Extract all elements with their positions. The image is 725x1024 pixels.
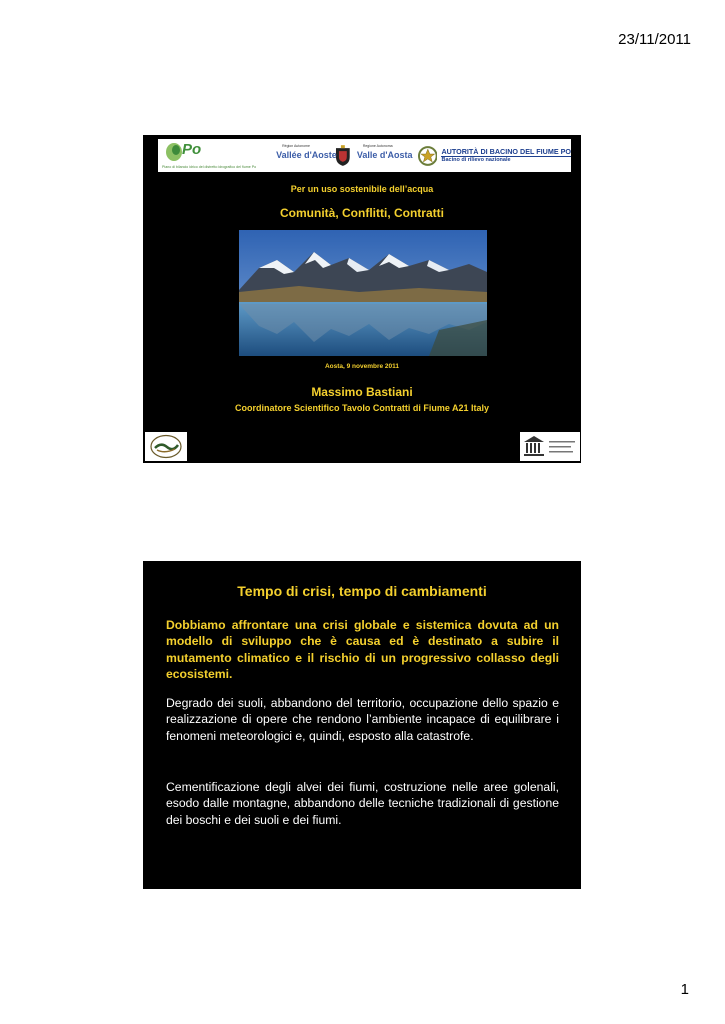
speaker-name: Massimo Bastiani: [311, 385, 413, 399]
alpine-lake-photo: [239, 230, 487, 356]
po-logo-mark: Po: [182, 141, 202, 158]
slide2-title: Tempo di crisi, tempo di cambiamenti: [237, 583, 487, 599]
vda-crest-icon: [335, 145, 351, 167]
river-contracts-logo: [145, 432, 187, 461]
unesco-logo: [520, 432, 580, 461]
vda-small-label: Région Autonome: [282, 144, 310, 148]
autorita-bacino-logo: [441, 148, 571, 164]
page-number: 1: [680, 981, 689, 998]
vda-small-label: Regione Autonoma: [362, 144, 393, 148]
slide2-lead-paragraph: Dobbiamo affrontare una crisi globale e sistemica dovuta ad un modello di sviluppo che è causa ed è destinato a subire il mutamento climatico e il rischio di un progressivo collasso degli ecosistemi.: [166, 618, 559, 681]
unesco-temple-icon: [523, 435, 545, 459]
slide-title: [143, 135, 581, 463]
slide2-paragraph-1: Degrado dei suoli, abbandono del territorio, occupazione dello spazio e realizzazione di opere che rendono l’ambiente incapace di equilibrare i fenomeni meteorologici e, quindi, esposto alla catastrofe.: [166, 696, 559, 743]
autorita-line1: AUTORITÀ DI BACINO DEL FIUME PO: [441, 146, 571, 156]
slide1-title: Comunità, Conflitti, Contratti: [280, 206, 444, 220]
slide-crisis: [143, 561, 581, 889]
autorita-line2: Bacino di rilievo nazionale: [441, 156, 511, 163]
vda-region-logo-fr: [276, 139, 337, 172]
river-contracts-emblem-icon: [145, 432, 187, 461]
po-river-logo: [158, 139, 264, 172]
page-date: 23/11/2011: [618, 31, 691, 48]
unesco-commission-text-icon: [549, 437, 579, 457]
vda-region-logo-it: [357, 139, 412, 172]
po-logo-caption: Piano di bilancio idrico del distretto idrografico del fiume Po: [162, 165, 257, 169]
slide1-subtitle: Per un uso sostenibile dell’acqua: [290, 184, 434, 194]
vda-big-label: Vallée d'Aoste: [276, 150, 337, 160]
event-date: Aosta, 9 novembre 2011: [324, 363, 400, 370]
slide2-paragraph-2: Cementificazione degli alvei dei fiumi, costruzione nelle aree golenali, esodo dalle montagne, abbandono delle tecniche tradizionali di gestione dei boschi e dei suoli e dei fiumi.: [166, 780, 559, 827]
italian-republic-emblem-icon: [418, 145, 438, 167]
logo-bar: [158, 139, 571, 172]
speaker-role: Coordinatore Scientifico Tavolo Contratti di Fiume A21 Italy: [234, 403, 490, 413]
vda-big-label: Valle d'Aosta: [356, 150, 413, 160]
